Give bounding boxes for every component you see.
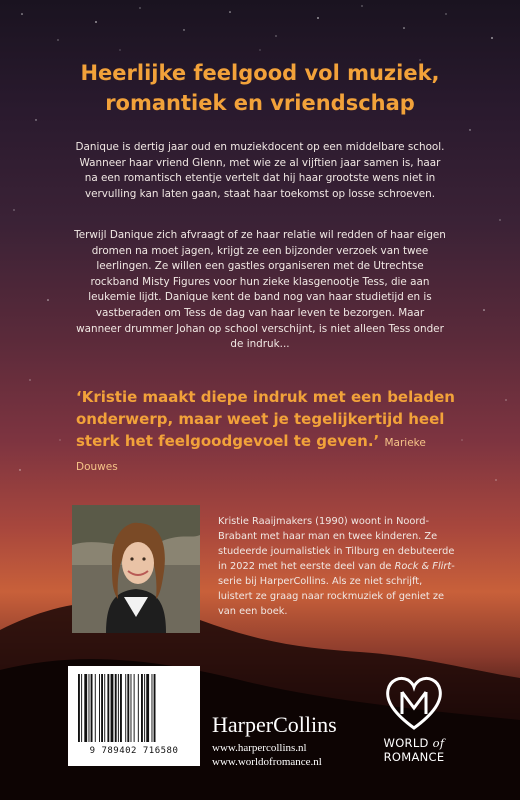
imprint-label: WORLD of ROMANCE: [383, 736, 445, 764]
headline-line-2: romantiek en vriendschap: [105, 91, 415, 115]
quote-text: ‘Kristie maakt diepe indruk met een beladen onderwerp, maar weet je tegelijkertijd heel sterk het feelgoodgevoel te geven.’: [76, 388, 455, 450]
headline: [30, 58, 490, 118]
barcode-bars: [76, 674, 192, 744]
author-bio: Kristie Raaijmakers (1990) woont in Noord-Brabant met haar man en twee kinderen. Ze studeerde journalistiek in Tilburg en debuteerde in 2022 met het eerste deel van de Rock & Flirt-serie bij HarperCollins. Als ze niet schrijft, luistert ze graag naar rockmuziek of geniet ze van een boek.: [218, 516, 455, 617]
review-quote: [76, 386, 456, 478]
author-photo: [72, 505, 200, 633]
series-name: Rock & Flirt: [394, 561, 452, 572]
heart-logo-icon: [382, 670, 446, 734]
publisher-url-1[interactable]: www.harpercollins.nl: [212, 742, 307, 754]
publisher-url-2[interactable]: www.worldofromance.nl: [212, 756, 322, 768]
blurb-paragraph-2: Terwijl Danique zich afvraagt of ze haar relatie wil redden of haar eigen dromen na moet jagen, krijgt ze een bijzonder verzoek van twee leerlingen. Ze willen een gastles organiseren met de Utrechtse rockband Misty Figures voor hun zieke klasgenootje Tess, die aan leukemie lijdt. Danique kent de band nog van haar studietijd en is vastberaden om Tess de dag van haar leven te bezorgen. Maar wanneer drummer Johan op school verschijnt, is niet alleen Tess onder de indruk...: [74, 229, 446, 351]
isbn-number: 9 789402 716580: [89, 746, 179, 756]
headline-line-1: Heerlijke feelgood vol muziek,: [80, 61, 440, 85]
quote-attribution: Marieke Douwes: [76, 437, 426, 473]
blurb-paragraph-1: Danique is dertig jaar oud en muziekdocent op een middelbare school. Wanneer haar vriend Glenn, met wie ze al vijftien jaar samen is, haar na een romantisch etentje vertelt dat hij haar grootste wens niet in vervulling kan laten gaan, staat haar toekomst op losse schroeven.: [75, 141, 445, 200]
barcode: [68, 666, 200, 766]
publisher-name: HarperCollins: [212, 712, 337, 737]
